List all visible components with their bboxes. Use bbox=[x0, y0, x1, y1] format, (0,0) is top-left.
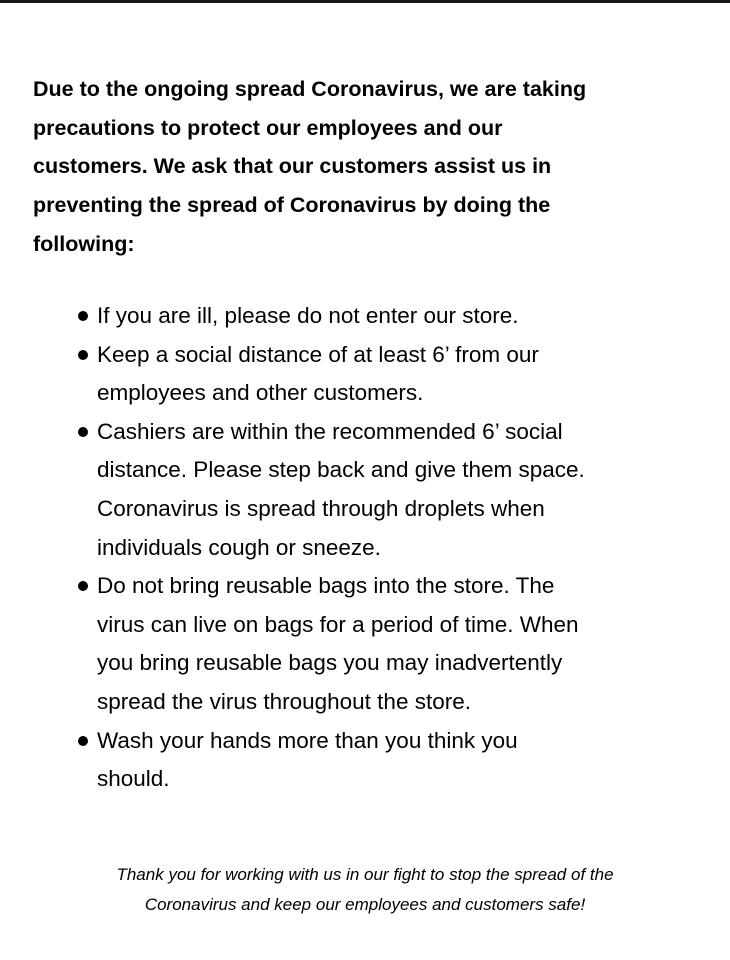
list-item bbox=[0, 413, 585, 567]
list-item bbox=[0, 722, 585, 799]
list-item-line: individuals cough or sneeze. bbox=[97, 534, 381, 560]
footer-note bbox=[0, 860, 730, 920]
intro-line: Due to the ongoing spread Coronavirus, we are taking bbox=[33, 77, 587, 101]
footer-line: Thank you for working with us in our fight to stop the spread of the bbox=[116, 865, 614, 884]
list-item-line: employees and other customers. bbox=[97, 380, 424, 406]
list-item-line: Do not bring reusable bags into the store. The bbox=[97, 573, 555, 599]
list-item bbox=[0, 336, 585, 413]
list-item-line: Coronavirus is spread through droplets when bbox=[97, 495, 545, 521]
list-item-line: spread the virus throughout the store. bbox=[97, 688, 471, 714]
list-item-line: Wash your hands more than you think you bbox=[97, 727, 518, 753]
list-item-line: should. bbox=[97, 766, 170, 792]
list-item-line: If you are ill, please do not enter our store. bbox=[97, 303, 519, 328]
bullet-icon bbox=[78, 311, 88, 321]
bullet-icon bbox=[78, 736, 88, 746]
intro-line: customers. We ask that our customers assist us in bbox=[33, 154, 552, 179]
list-item bbox=[0, 567, 585, 721]
bullet-icon bbox=[78, 350, 88, 360]
top-border bbox=[0, 0, 730, 3]
intro-line: precautions to protect our employees and our bbox=[33, 115, 503, 140]
list-item bbox=[0, 297, 585, 336]
list-item-line: you bring reusable bags you may inadvertently bbox=[97, 650, 563, 676]
list-item-line: virus can live on bags for a period of time. When bbox=[97, 611, 579, 637]
intro-line: following: bbox=[33, 231, 135, 256]
bullet-icon bbox=[78, 427, 88, 437]
list-item-line: distance. Please step back and give them space. bbox=[97, 457, 585, 483]
intro-paragraph bbox=[33, 70, 586, 263]
bullet-list bbox=[0, 297, 585, 799]
list-item-line: Keep a social distance of at least 6’ from our bbox=[97, 341, 539, 367]
intro-line: preventing the spread of Coronavirus by doing the bbox=[33, 193, 551, 218]
list-item-line: Cashiers are within the recommended 6’ social bbox=[97, 418, 563, 444]
footer-line: Coronavirus and keep our employees and customers safe! bbox=[144, 895, 586, 914]
